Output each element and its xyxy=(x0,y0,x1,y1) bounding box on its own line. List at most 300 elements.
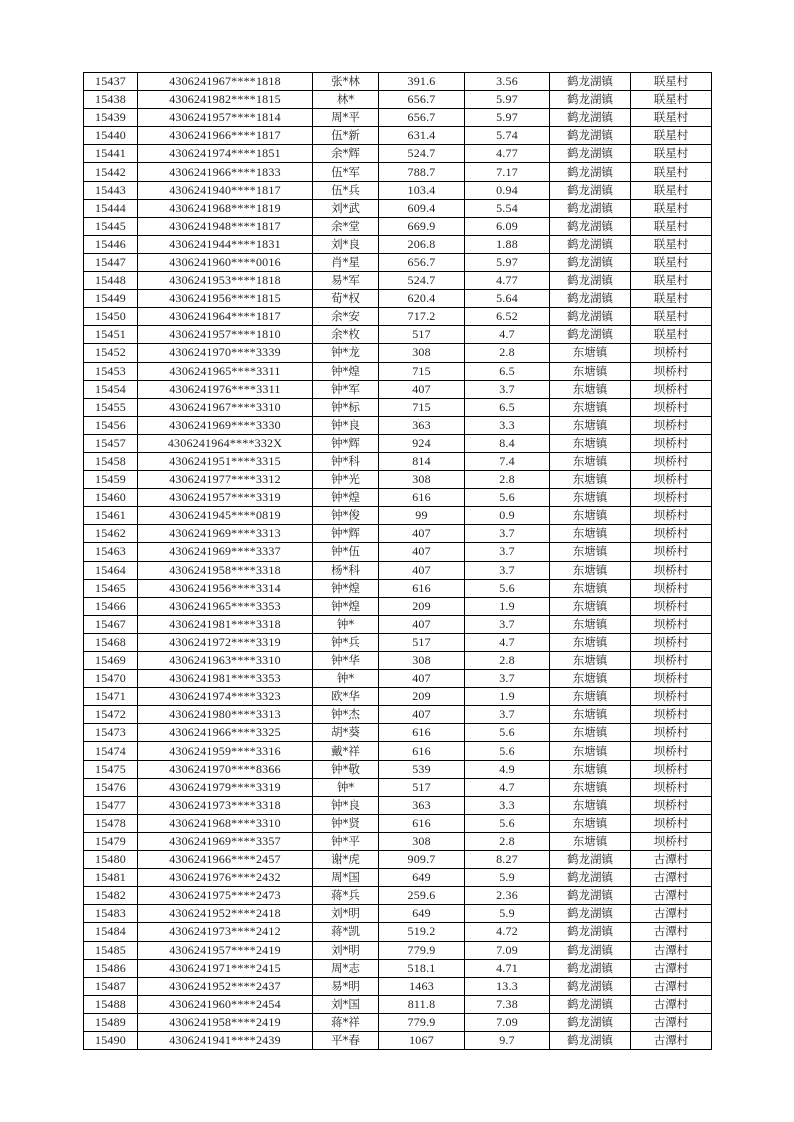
id-number-cell: 4306241965****3353 xyxy=(138,597,313,615)
person-name-cell: 钟*平 xyxy=(313,832,379,850)
table-row xyxy=(84,543,712,561)
amount-cell: 99 xyxy=(379,507,465,525)
amount-cell: 620.4 xyxy=(379,290,465,308)
person-name-cell: 戴*祥 xyxy=(313,742,379,760)
town-cell: 东塘镇 xyxy=(550,615,631,633)
amount-cell: 656.7 xyxy=(379,253,465,271)
area-cell: 4.77 xyxy=(465,272,550,290)
row-number-cell: 15478 xyxy=(84,814,138,832)
row-number-cell: 15460 xyxy=(84,489,138,507)
person-name-cell: 钟*科 xyxy=(313,452,379,470)
village-cell: 坝桥村 xyxy=(631,344,712,362)
amount-cell: 616 xyxy=(379,579,465,597)
town-cell: 鹤龙湖镇 xyxy=(550,326,631,344)
amount-cell: 103.4 xyxy=(379,181,465,199)
id-number-cell: 4306241973****3318 xyxy=(138,796,313,814)
amount-cell: 779.9 xyxy=(379,941,465,959)
person-name-cell: 谢*虎 xyxy=(313,851,379,869)
table-row xyxy=(84,308,712,326)
row-number-cell: 15447 xyxy=(84,253,138,271)
row-number-cell: 15483 xyxy=(84,905,138,923)
village-cell: 古潭村 xyxy=(631,905,712,923)
village-cell: 坝桥村 xyxy=(631,525,712,543)
village-cell: 古潭村 xyxy=(631,977,712,995)
amount-cell: 363 xyxy=(379,796,465,814)
village-cell: 联星村 xyxy=(631,73,712,91)
area-cell: 5.64 xyxy=(465,290,550,308)
area-cell: 3.7 xyxy=(465,561,550,579)
village-cell: 古潭村 xyxy=(631,1013,712,1031)
table-row xyxy=(84,452,712,470)
area-cell: 6.52 xyxy=(465,308,550,326)
town-cell: 东塘镇 xyxy=(550,597,631,615)
row-number-cell: 15440 xyxy=(84,127,138,145)
village-cell: 坝桥村 xyxy=(631,778,712,796)
table-row xyxy=(84,869,712,887)
amount-cell: 924 xyxy=(379,434,465,452)
row-number-cell: 15467 xyxy=(84,615,138,633)
person-name-cell: 余*安 xyxy=(313,308,379,326)
area-cell: 5.97 xyxy=(465,91,550,109)
table-row xyxy=(84,796,712,814)
area-cell: 2.8 xyxy=(465,652,550,670)
amount-cell: 788.7 xyxy=(379,163,465,181)
town-cell: 东塘镇 xyxy=(550,724,631,742)
row-number-cell: 15474 xyxy=(84,742,138,760)
id-number-cell: 4306241968****1819 xyxy=(138,199,313,217)
village-cell: 联星村 xyxy=(631,308,712,326)
table-row xyxy=(84,199,712,217)
table-row xyxy=(84,597,712,615)
person-name-cell: 伍*军 xyxy=(313,163,379,181)
person-name-cell: 钟*辉 xyxy=(313,525,379,543)
area-cell: 3.7 xyxy=(465,543,550,561)
table-row xyxy=(84,959,712,977)
town-cell: 东塘镇 xyxy=(550,760,631,778)
village-cell: 联星村 xyxy=(631,127,712,145)
person-name-cell: 钟*伍 xyxy=(313,543,379,561)
row-number-cell: 15471 xyxy=(84,688,138,706)
town-cell: 东塘镇 xyxy=(550,380,631,398)
id-number-cell: 4306241958****3318 xyxy=(138,561,313,579)
village-cell: 坝桥村 xyxy=(631,362,712,380)
amount-cell: 649 xyxy=(379,869,465,887)
area-cell: 8.27 xyxy=(465,851,550,869)
id-number-cell: 4306241960****0016 xyxy=(138,253,313,271)
town-cell: 东塘镇 xyxy=(550,416,631,434)
village-cell: 坝桥村 xyxy=(631,796,712,814)
person-name-cell: 钟*煌 xyxy=(313,489,379,507)
amount-cell: 649 xyxy=(379,905,465,923)
id-number-cell: 4306241956****1815 xyxy=(138,290,313,308)
person-name-cell: 钟*俊 xyxy=(313,507,379,525)
area-cell: 3.7 xyxy=(465,525,550,543)
village-cell: 坝桥村 xyxy=(631,434,712,452)
row-number-cell: 15466 xyxy=(84,597,138,615)
table-row xyxy=(84,724,712,742)
id-number-cell: 4306241957****3319 xyxy=(138,489,313,507)
table-row xyxy=(84,1031,712,1049)
id-number-cell: 4306241979****3319 xyxy=(138,778,313,796)
table-row xyxy=(84,235,712,253)
town-cell: 东塘镇 xyxy=(550,742,631,760)
row-number-cell: 15438 xyxy=(84,91,138,109)
town-cell: 东塘镇 xyxy=(550,507,631,525)
village-cell: 坝桥村 xyxy=(631,398,712,416)
row-number-cell: 15445 xyxy=(84,217,138,235)
amount-cell: 519.2 xyxy=(379,923,465,941)
row-number-cell: 15449 xyxy=(84,290,138,308)
person-name-cell: 钟* xyxy=(313,670,379,688)
row-number-cell: 15489 xyxy=(84,1013,138,1031)
village-cell: 坝桥村 xyxy=(631,579,712,597)
table-row xyxy=(84,471,712,489)
row-number-cell: 15448 xyxy=(84,272,138,290)
row-number-cell: 15444 xyxy=(84,199,138,217)
table-row xyxy=(84,742,712,760)
town-cell: 鹤龙湖镇 xyxy=(550,272,631,290)
area-cell: 9.7 xyxy=(465,1031,550,1049)
person-name-cell: 蒋*凯 xyxy=(313,923,379,941)
amount-cell: 715 xyxy=(379,362,465,380)
row-number-cell: 15488 xyxy=(84,995,138,1013)
amount-cell: 814 xyxy=(379,452,465,470)
area-cell: 5.97 xyxy=(465,109,550,127)
row-number-cell: 15439 xyxy=(84,109,138,127)
amount-cell: 363 xyxy=(379,416,465,434)
table-row xyxy=(84,561,712,579)
village-cell: 古潭村 xyxy=(631,869,712,887)
area-cell: 3.3 xyxy=(465,416,550,434)
id-number-cell: 4306241966****1833 xyxy=(138,163,313,181)
area-cell: 7.17 xyxy=(465,163,550,181)
town-cell: 东塘镇 xyxy=(550,561,631,579)
amount-cell: 407 xyxy=(379,380,465,398)
village-cell: 坝桥村 xyxy=(631,489,712,507)
person-name-cell: 钟*军 xyxy=(313,380,379,398)
id-number-cell: 4306241980****3313 xyxy=(138,706,313,724)
village-cell: 坝桥村 xyxy=(631,543,712,561)
table-row xyxy=(84,326,712,344)
id-number-cell: 4306241966****1817 xyxy=(138,127,313,145)
person-name-cell: 欧*华 xyxy=(313,688,379,706)
village-cell: 联星村 xyxy=(631,235,712,253)
village-cell: 坝桥村 xyxy=(631,380,712,398)
id-number-cell: 4306241966****3325 xyxy=(138,724,313,742)
row-number-cell: 15454 xyxy=(84,380,138,398)
amount-cell: 209 xyxy=(379,688,465,706)
amount-cell: 407 xyxy=(379,561,465,579)
town-cell: 东塘镇 xyxy=(550,489,631,507)
village-cell: 古潭村 xyxy=(631,941,712,959)
town-cell: 鹤龙湖镇 xyxy=(550,941,631,959)
id-number-cell: 4306241960****2454 xyxy=(138,995,313,1013)
town-cell: 鹤龙湖镇 xyxy=(550,73,631,91)
area-cell: 6.5 xyxy=(465,398,550,416)
id-number-cell: 4306241969****3357 xyxy=(138,832,313,850)
area-cell: 3.56 xyxy=(465,73,550,91)
person-name-cell: 刘*明 xyxy=(313,905,379,923)
town-cell: 东塘镇 xyxy=(550,670,631,688)
area-cell: 2.8 xyxy=(465,344,550,362)
person-name-cell: 周*志 xyxy=(313,959,379,977)
row-number-cell: 15490 xyxy=(84,1031,138,1049)
town-cell: 鹤龙湖镇 xyxy=(550,1031,631,1049)
person-name-cell: 钟*杰 xyxy=(313,706,379,724)
id-number-cell: 4306241977****3312 xyxy=(138,471,313,489)
amount-cell: 407 xyxy=(379,706,465,724)
area-cell: 2.8 xyxy=(465,471,550,489)
town-cell: 鹤龙湖镇 xyxy=(550,308,631,326)
area-cell: 8.4 xyxy=(465,434,550,452)
id-number-cell: 4306241976****3311 xyxy=(138,380,313,398)
table-row xyxy=(84,760,712,778)
amount-cell: 616 xyxy=(379,489,465,507)
person-name-cell: 钟* xyxy=(313,615,379,633)
table-row xyxy=(84,362,712,380)
village-cell: 古潭村 xyxy=(631,923,712,941)
amount-cell: 391.6 xyxy=(379,73,465,91)
id-number-cell: 4306241957****1810 xyxy=(138,326,313,344)
area-cell: 4.7 xyxy=(465,778,550,796)
id-number-cell: 4306241958****2419 xyxy=(138,1013,313,1031)
amount-cell: 1067 xyxy=(379,1031,465,1049)
id-number-cell: 4306241968****3310 xyxy=(138,814,313,832)
village-cell: 联星村 xyxy=(631,163,712,181)
area-cell: 5.9 xyxy=(465,869,550,887)
person-name-cell: 周*平 xyxy=(313,109,379,127)
town-cell: 东塘镇 xyxy=(550,832,631,850)
area-cell: 3.7 xyxy=(465,380,550,398)
town-cell: 鹤龙湖镇 xyxy=(550,145,631,163)
village-cell: 坝桥村 xyxy=(631,742,712,760)
id-number-cell: 4306241970****3339 xyxy=(138,344,313,362)
person-name-cell: 钟*煌 xyxy=(313,362,379,380)
table-row xyxy=(84,905,712,923)
table-row xyxy=(84,344,712,362)
row-number-cell: 15456 xyxy=(84,416,138,434)
amount-cell: 616 xyxy=(379,724,465,742)
village-cell: 联星村 xyxy=(631,290,712,308)
row-number-cell: 15468 xyxy=(84,633,138,651)
row-number-cell: 15475 xyxy=(84,760,138,778)
town-cell: 鹤龙湖镇 xyxy=(550,887,631,905)
village-cell: 联星村 xyxy=(631,181,712,199)
person-name-cell: 蒋*祥 xyxy=(313,1013,379,1031)
row-number-cell: 15485 xyxy=(84,941,138,959)
id-number-cell: 4306241940****1817 xyxy=(138,181,313,199)
amount-cell: 539 xyxy=(379,760,465,778)
amount-cell: 308 xyxy=(379,832,465,850)
table-row xyxy=(84,778,712,796)
id-number-cell: 4306241982****1815 xyxy=(138,91,313,109)
id-number-cell: 4306241981****3353 xyxy=(138,670,313,688)
person-name-cell: 荀*权 xyxy=(313,290,379,308)
id-number-cell: 4306241972****3319 xyxy=(138,633,313,651)
person-name-cell: 刘*良 xyxy=(313,235,379,253)
amount-cell: 524.7 xyxy=(379,145,465,163)
id-number-cell: 4306241969****3337 xyxy=(138,543,313,561)
amount-cell: 407 xyxy=(379,615,465,633)
town-cell: 鹤龙湖镇 xyxy=(550,995,631,1013)
town-cell: 东塘镇 xyxy=(550,471,631,489)
area-cell: 6.09 xyxy=(465,217,550,235)
town-cell: 东塘镇 xyxy=(550,814,631,832)
id-number-cell: 4306241952****2418 xyxy=(138,905,313,923)
table-body xyxy=(84,73,712,1050)
village-cell: 坝桥村 xyxy=(631,561,712,579)
person-name-cell: 钟*煌 xyxy=(313,579,379,597)
area-cell: 2.8 xyxy=(465,832,550,850)
area-cell: 5.6 xyxy=(465,814,550,832)
table-row xyxy=(84,73,712,91)
person-name-cell: 钟*华 xyxy=(313,652,379,670)
row-number-cell: 15463 xyxy=(84,543,138,561)
id-number-cell: 4306241971****2415 xyxy=(138,959,313,977)
town-cell: 鹤龙湖镇 xyxy=(550,181,631,199)
person-name-cell: 周*国 xyxy=(313,869,379,887)
amount-cell: 517 xyxy=(379,326,465,344)
table-row xyxy=(84,163,712,181)
row-number-cell: 15452 xyxy=(84,344,138,362)
village-cell: 联星村 xyxy=(631,109,712,127)
area-cell: 2.36 xyxy=(465,887,550,905)
id-number-cell: 4306241964****1817 xyxy=(138,308,313,326)
row-number-cell: 15479 xyxy=(84,832,138,850)
village-cell: 坝桥村 xyxy=(631,452,712,470)
row-number-cell: 15450 xyxy=(84,308,138,326)
town-cell: 鹤龙湖镇 xyxy=(550,923,631,941)
id-number-cell: 4306241966****2457 xyxy=(138,851,313,869)
town-cell: 东塘镇 xyxy=(550,652,631,670)
amount-cell: 616 xyxy=(379,814,465,832)
area-cell: 4.71 xyxy=(465,959,550,977)
id-number-cell: 4306241967****3310 xyxy=(138,398,313,416)
village-cell: 坝桥村 xyxy=(631,670,712,688)
id-number-cell: 4306241967****1818 xyxy=(138,73,313,91)
amount-cell: 669.9 xyxy=(379,217,465,235)
area-cell: 5.6 xyxy=(465,742,550,760)
table-row xyxy=(84,380,712,398)
table-row xyxy=(84,670,712,688)
row-number-cell: 15487 xyxy=(84,977,138,995)
person-name-cell: 余*堂 xyxy=(313,217,379,235)
village-cell: 坝桥村 xyxy=(631,597,712,615)
id-number-cell: 4306241974****3323 xyxy=(138,688,313,706)
row-number-cell: 15457 xyxy=(84,434,138,452)
person-name-cell: 刘*明 xyxy=(313,941,379,959)
person-name-cell: 胡*葵 xyxy=(313,724,379,742)
table-row xyxy=(84,851,712,869)
id-number-cell: 4306241956****3314 xyxy=(138,579,313,597)
table-row xyxy=(84,145,712,163)
table-row xyxy=(84,416,712,434)
amount-cell: 656.7 xyxy=(379,91,465,109)
amount-cell: 616 xyxy=(379,742,465,760)
amount-cell: 717.2 xyxy=(379,308,465,326)
row-number-cell: 15437 xyxy=(84,73,138,91)
row-number-cell: 15470 xyxy=(84,670,138,688)
id-number-cell: 4306241945****0819 xyxy=(138,507,313,525)
row-number-cell: 15465 xyxy=(84,579,138,597)
town-cell: 东塘镇 xyxy=(550,796,631,814)
area-cell: 3.7 xyxy=(465,615,550,633)
village-cell: 古潭村 xyxy=(631,887,712,905)
id-number-cell: 4306241953****1818 xyxy=(138,272,313,290)
person-name-cell: 钟*辉 xyxy=(313,434,379,452)
amount-cell: 517 xyxy=(379,633,465,651)
village-cell: 坝桥村 xyxy=(631,814,712,832)
area-cell: 5.6 xyxy=(465,579,550,597)
town-cell: 鹤龙湖镇 xyxy=(550,977,631,995)
person-name-cell: 钟*兵 xyxy=(313,633,379,651)
town-cell: 鹤龙湖镇 xyxy=(550,199,631,217)
person-name-cell: 易*明 xyxy=(313,977,379,995)
person-name-cell: 刘*武 xyxy=(313,199,379,217)
row-number-cell: 15473 xyxy=(84,724,138,742)
id-number-cell: 4306241951****3315 xyxy=(138,452,313,470)
amount-cell: 308 xyxy=(379,471,465,489)
row-number-cell: 15461 xyxy=(84,507,138,525)
id-number-cell: 4306241973****2412 xyxy=(138,923,313,941)
person-name-cell: 杨*科 xyxy=(313,561,379,579)
village-cell: 联星村 xyxy=(631,91,712,109)
area-cell: 1.9 xyxy=(465,597,550,615)
town-cell: 东塘镇 xyxy=(550,344,631,362)
village-cell: 坝桥村 xyxy=(631,832,712,850)
row-number-cell: 15442 xyxy=(84,163,138,181)
town-cell: 鹤龙湖镇 xyxy=(550,851,631,869)
person-name-cell: 钟*敬 xyxy=(313,760,379,778)
area-cell: 13.3 xyxy=(465,977,550,995)
table-row xyxy=(84,977,712,995)
village-cell: 坝桥村 xyxy=(631,724,712,742)
amount-cell: 524.7 xyxy=(379,272,465,290)
row-number-cell: 15484 xyxy=(84,923,138,941)
village-cell: 联星村 xyxy=(631,217,712,235)
row-number-cell: 15441 xyxy=(84,145,138,163)
village-cell: 古潭村 xyxy=(631,959,712,977)
table-row xyxy=(84,127,712,145)
town-cell: 鹤龙湖镇 xyxy=(550,905,631,923)
area-cell: 5.97 xyxy=(465,253,550,271)
town-cell: 东塘镇 xyxy=(550,633,631,651)
id-number-cell: 4306241976****2432 xyxy=(138,869,313,887)
table-row xyxy=(84,923,712,941)
row-number-cell: 15451 xyxy=(84,326,138,344)
id-number-cell: 4306241975****2473 xyxy=(138,887,313,905)
row-number-cell: 15469 xyxy=(84,652,138,670)
table-row xyxy=(84,398,712,416)
amount-cell: 518.1 xyxy=(379,959,465,977)
area-cell: 7.4 xyxy=(465,452,550,470)
table-row xyxy=(84,91,712,109)
id-number-cell: 4306241970****8366 xyxy=(138,760,313,778)
row-number-cell: 15464 xyxy=(84,561,138,579)
town-cell: 鹤龙湖镇 xyxy=(550,869,631,887)
amount-cell: 407 xyxy=(379,525,465,543)
town-cell: 鹤龙湖镇 xyxy=(550,235,631,253)
id-number-cell: 4306241974****1851 xyxy=(138,145,313,163)
row-number-cell: 15476 xyxy=(84,778,138,796)
area-cell: 7.09 xyxy=(465,1013,550,1031)
village-cell: 坝桥村 xyxy=(631,416,712,434)
person-name-cell: 余*辉 xyxy=(313,145,379,163)
town-cell: 东塘镇 xyxy=(550,688,631,706)
town-cell: 鹤龙湖镇 xyxy=(550,127,631,145)
row-number-cell: 15480 xyxy=(84,851,138,869)
area-cell: 4.77 xyxy=(465,145,550,163)
